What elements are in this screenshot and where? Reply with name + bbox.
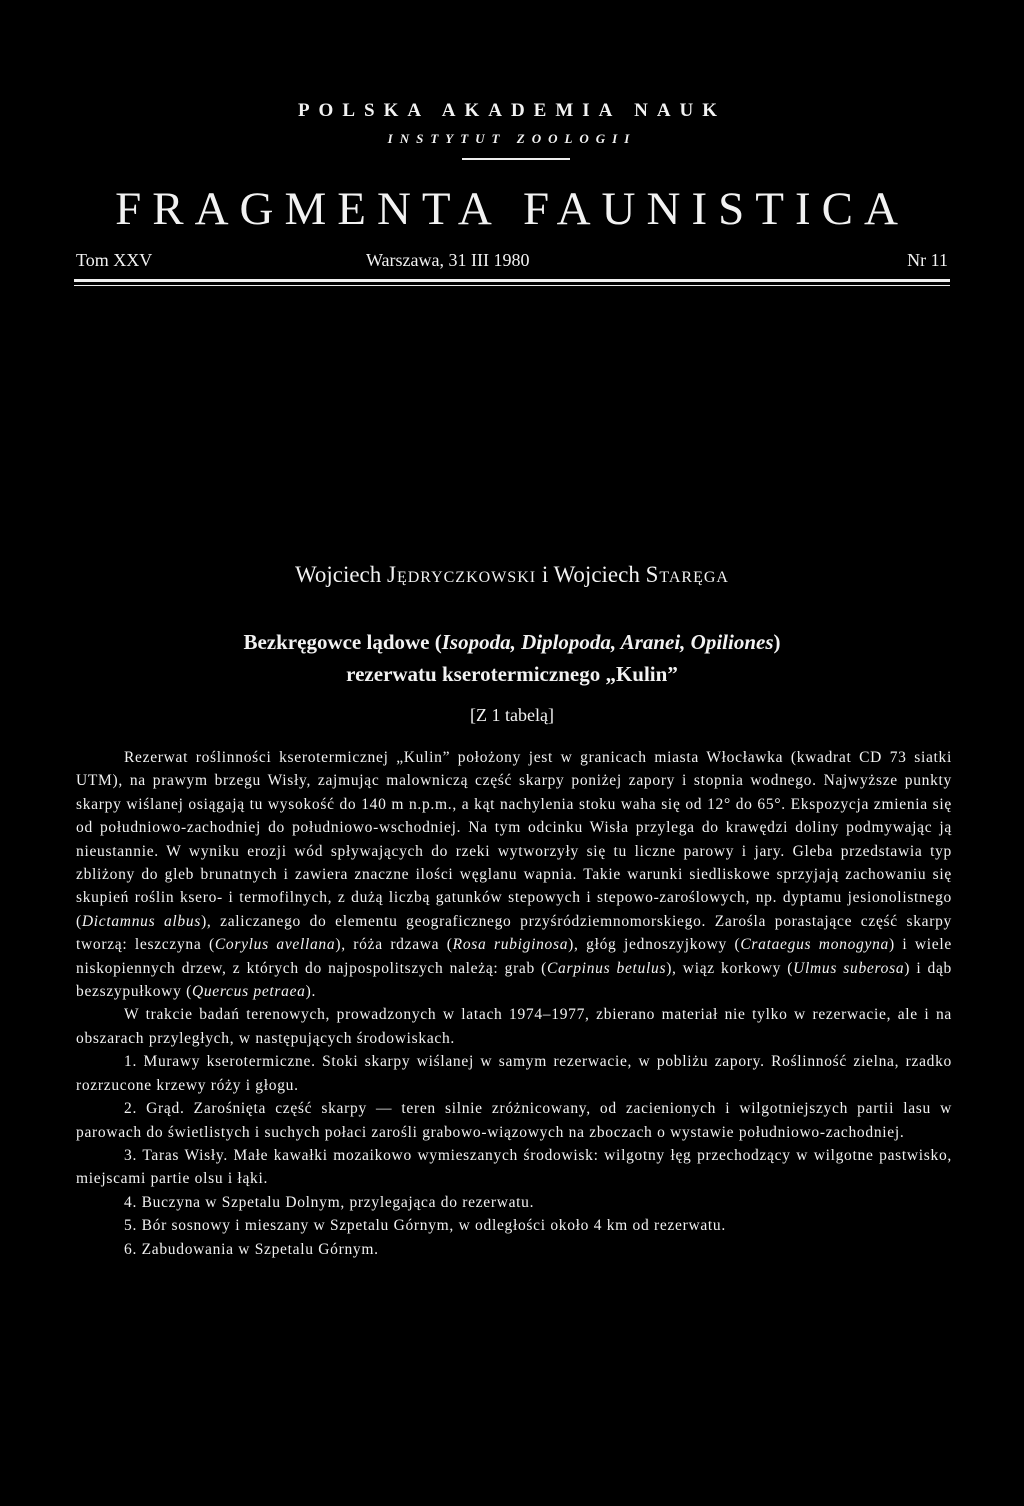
header-rule-thick — [74, 279, 950, 282]
issue-info — [76, 250, 948, 274]
author-conjunction: i — [541, 562, 549, 587]
place-date: Warszawa, 31 III 1980 — [366, 250, 530, 270]
institute-name: INSTYTUT ZOOLOGII — [387, 131, 637, 146]
header-rule-thin — [74, 285, 950, 286]
authors — [0, 562, 1024, 588]
article-title — [0, 626, 1024, 690]
author1-first: Wojciech — [294, 562, 382, 587]
habitat-item: 3. Taras Wisły. Małe kawałki mozaikowo wymieszanych środowisk: wilgotny łęg przechodzący w wilgotne pastwisko, miejscami partie olsu i łąki. — [76, 1146, 952, 1188]
habitat-item: 4. Buczyna w Szpetalu Dolnym, przylegająca do rezerwatu. — [124, 1193, 535, 1211]
habitat-item: 5. Bór sosnowy i mieszany w Szpetalu Górnym, w odległości około 4 km od rezerwatu. — [124, 1217, 726, 1235]
paragraph-methods: W trakcie badań terenowych, prowadzonych w latach 1974–1977, zbierano materiał nie tylko w rezerwacie, ale i na obszarach przyległych, w następujących środowiskach. — [76, 1006, 952, 1047]
header-divider — [462, 158, 570, 160]
article-body — [76, 746, 952, 1261]
volume-label: Tom XXV — [76, 250, 153, 270]
author1-last: Jędryczkowski — [387, 562, 537, 587]
author2-first: Wojciech — [553, 562, 640, 587]
title-taxa: Isopoda, Diplopoda, Aranei, Opiliones — [441, 630, 774, 654]
habitat-item: 1. Murawy kserotermiczne. Stoki skarpy wiślanej w samym rezerwacie, w pobliżu zapory. Roślinność zielna, rzadko rozrzucone krzewy róży i głogu. — [76, 1053, 952, 1094]
author2-last: Staręga — [645, 562, 729, 587]
issue-number: Nr 11 — [907, 250, 948, 270]
academy-name: POLSKA AKADEMIA NAUK — [297, 100, 727, 121]
journal-title: FRAGMENTA FAUNISTICA — [115, 183, 909, 235]
title-line-2: rezerwatu kserotermicznego „Kulin” — [346, 662, 678, 686]
paragraph-intro: Rezerwat roślinności kserotermicznej „Kulin” położony jest w granicach miasta Włocławka (kwadrat CD 73 siatki UTM), na prawym brzegu Wisły, zajmując malowniczą część skarpy poniżej zapory i stopnia wodnego. Najwyższe punkty skarpy wiślanej osiągają tu wysokość do 140 m n.p.m., a kąt nachylenia stoku waha się od 12° do 65°. Ekspozycja zmienia się od południowo-zachodniej do południowo-wschodniej. Na tym odcinku Wisła przylega do krawędzi doliny podmywając ją nieustannie. W wyniku erozji wód spływających do rzeki wytworzyły się tu liczne parowy i jary. Gleba przedstawia typ zbliżony do gleb brunatnych i zawiera znaczne ilości węglanu wapnia. Takie warunki siedliskowe sprzyjają zachowaniu się skupień roślin kserо- i termofilnych, z dużą liczbą gatunków stepowych i stepowo-zaroślowych, np. dyptamu jesionolistnego (Dictamnus albus), zaliczanego do elementu geograficznego przyśródziemnomorskiego. Zarośla porastające część skarpy tworzą: leszczyna (Corylus avellana), róża rdzawa (Rosa rubiginosa), głóg jednoszyjkowy (Crataegus monogyna) i wiele niskopiennych drzew, z których do najpospolitszych należą: grab (Carpinus betulus), wiąz korkowy (Ulmus suberosa) i dąb bezszypułkowy (Quercus petraea). — [76, 749, 952, 1001]
habitat-item: 6. Zabudowania w Szpetalu Górnym. — [124, 1240, 379, 1258]
tables-note: [Z 1 tabelą] — [470, 705, 554, 725]
title-line-1: Bezkręgowce lądowe (Isopoda, Diplopoda, Aranei, Opiliones) — [243, 630, 781, 654]
habitat-item: 2. Grąd. Zarośnięta część skarpy — teren silnie zróżnicowany, od zacienionych i wilgotniejszych partii lasu w parowach do świetlistych i suchych połaci zarośli grabowo-wiązowych na zboczach o wystawie południowo-zachodniej. — [76, 1100, 952, 1141]
